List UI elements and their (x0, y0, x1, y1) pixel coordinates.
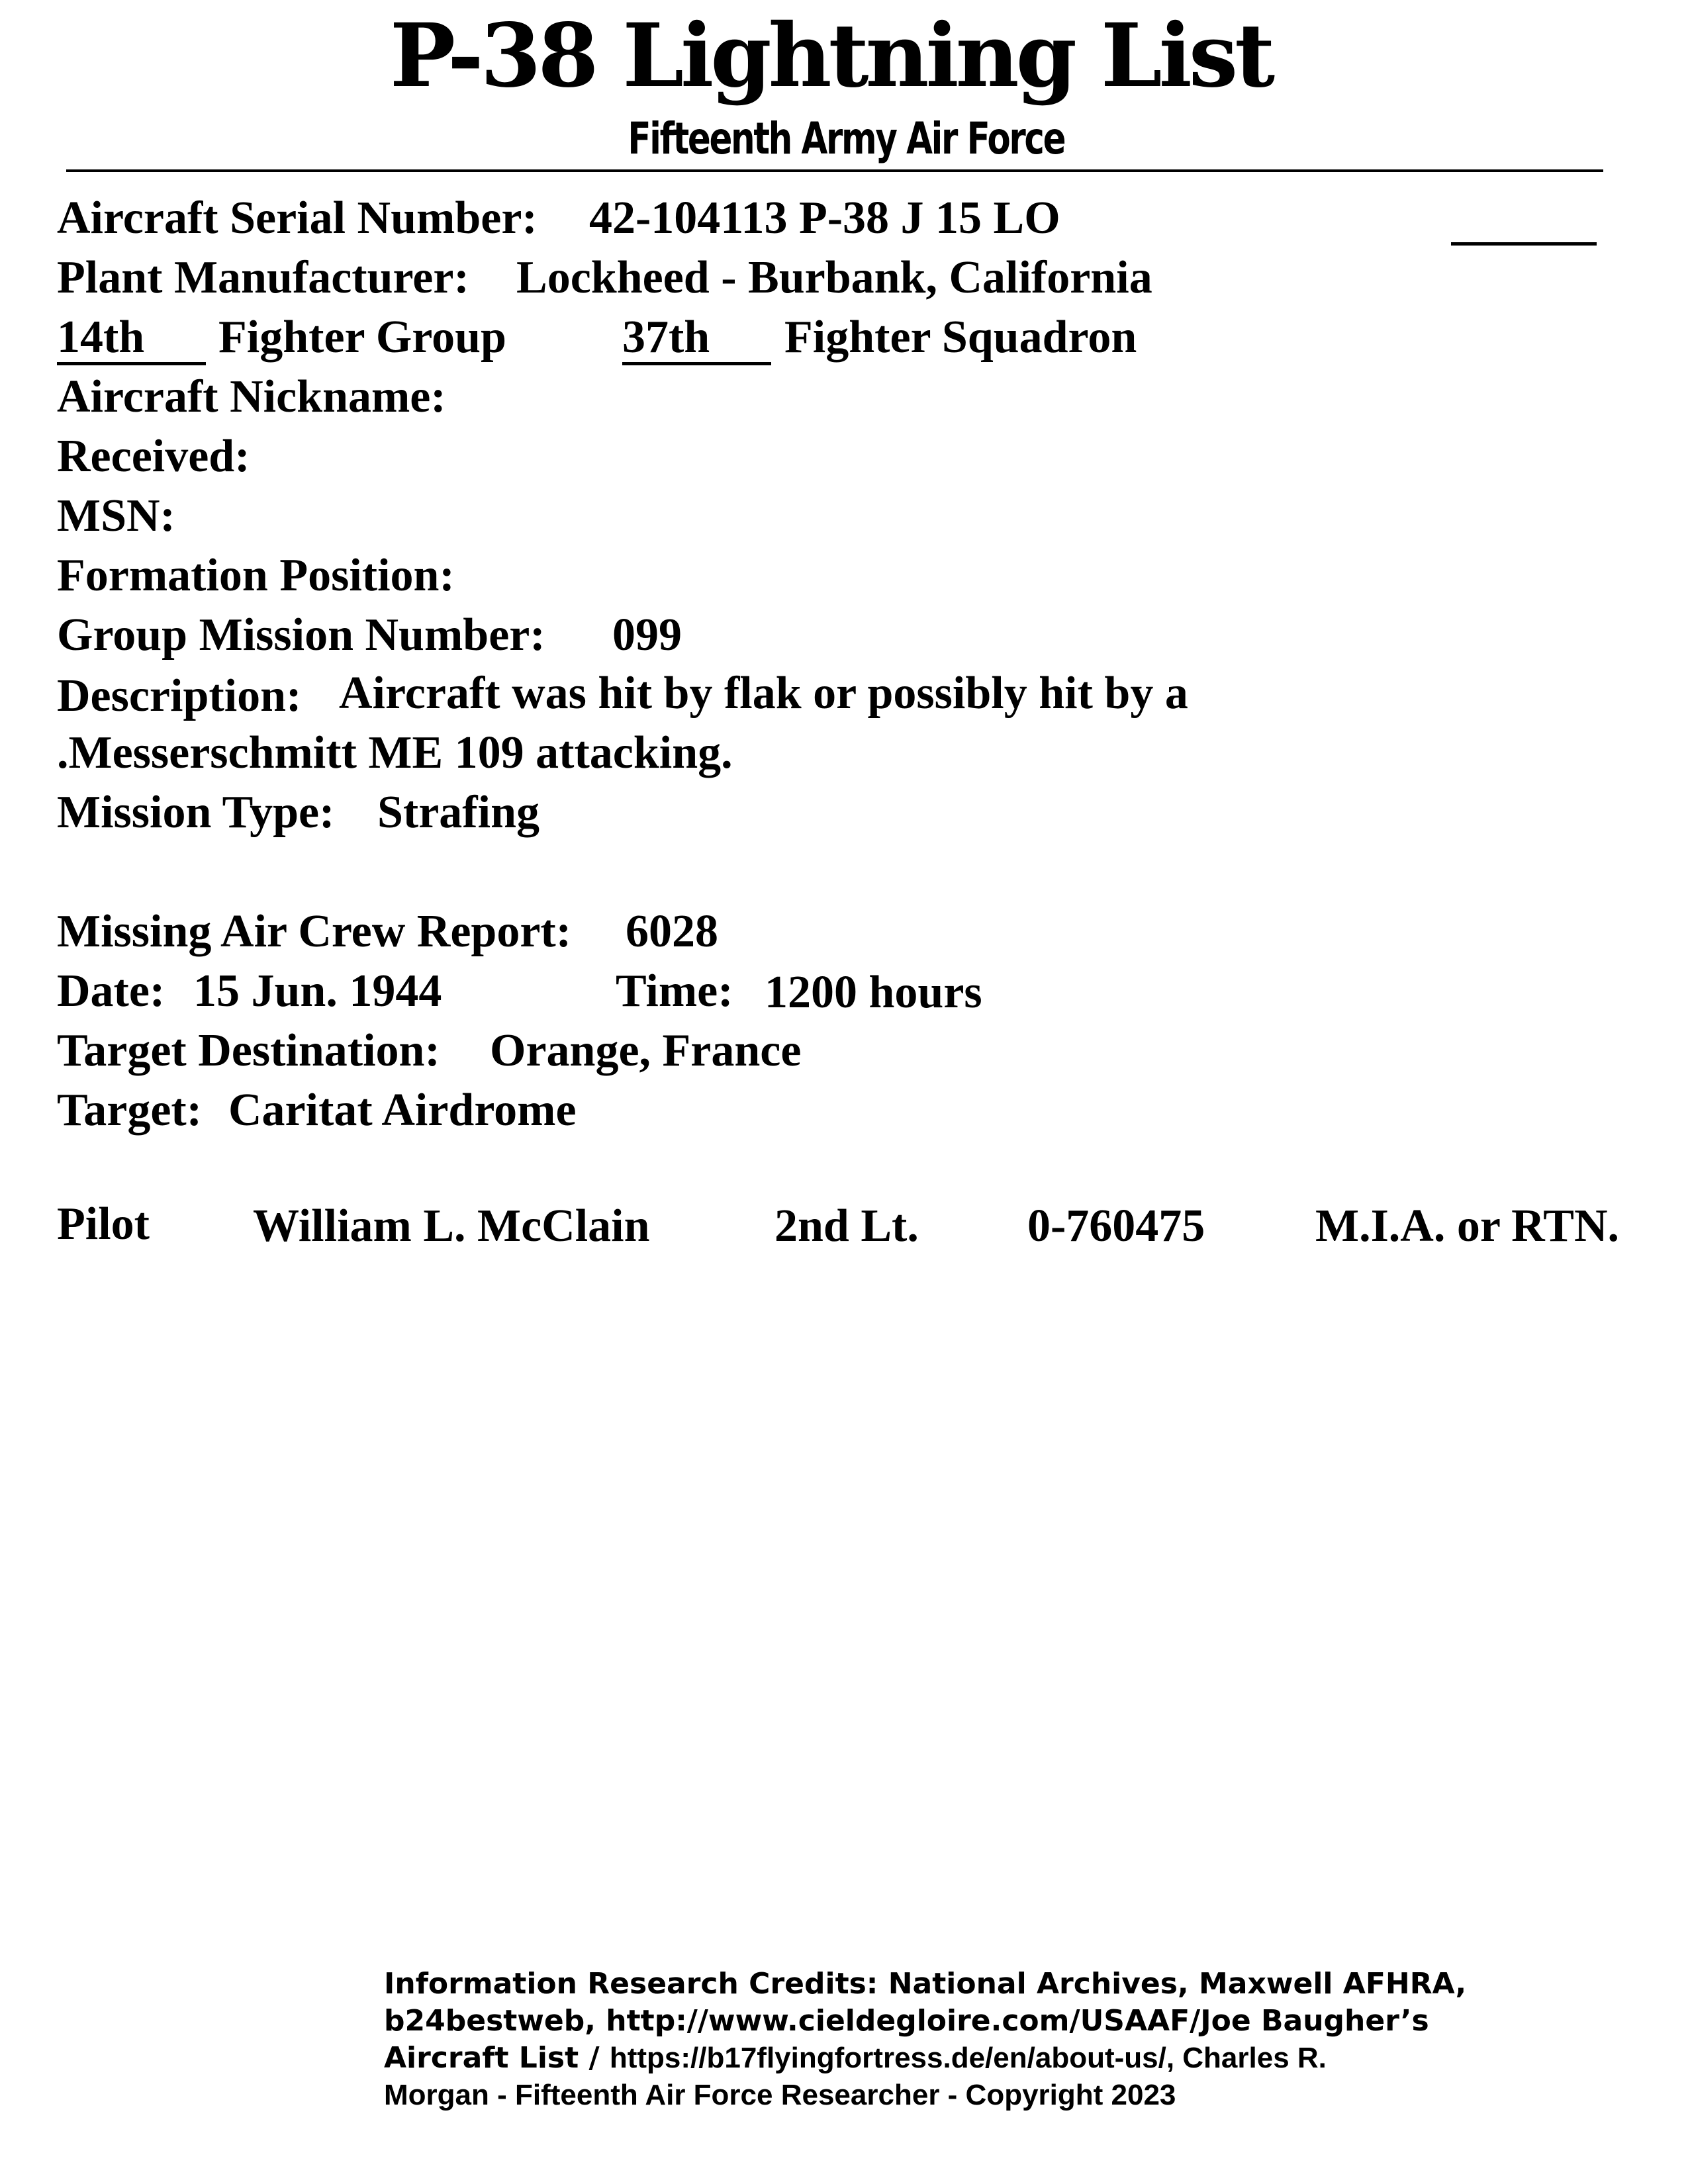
page-title: P-38 Lightning List (389, 5, 1272, 107)
time-label: Time: (616, 966, 733, 1017)
nickname-label: Aircraft Nickname: (57, 371, 446, 422)
date-value: 15 Jun. 1944 (193, 966, 442, 1017)
squadron-label: Fighter Squadron (784, 312, 1137, 363)
crew-status: M.I.A. or RTN. (1315, 1201, 1619, 1251)
page-subtitle: Fifteenth Army Air Force (628, 113, 1065, 164)
msn-label: MSN: (57, 490, 175, 541)
group-mission-value: 099 (612, 610, 682, 660)
description-line-1: Aircraft was hit by flak or possibly hit by a (339, 668, 1188, 719)
manufacturer-label: Plant Manufacturer: (57, 252, 469, 303)
group-mission-label: Group Mission Number: (57, 610, 545, 660)
crew-name: William L. McClain (253, 1201, 650, 1251)
group-number: 14th (57, 308, 206, 367)
group-label: Fighter Group (218, 312, 506, 363)
credits-line-3a: Aircraft List / (384, 2041, 600, 2075)
target-label: Target: (57, 1085, 203, 1136)
credits-line-3b: https://b17flyingfortress.de/en/about-us/, Charles R. (609, 2042, 1327, 2074)
description-line-2: .Messerschmitt ME 109 attacking. (57, 727, 733, 778)
target-destination-value: Orange, France (490, 1025, 802, 1076)
credits-line-2: b24bestweb, http://www.cieldegloire.com/USAAF/Joe Baugher’s (384, 2004, 1429, 2038)
serial-blank-line (1451, 242, 1597, 246)
credits-line-1: Information Research Credits: National Archives, Maxwell AFHRA, (384, 1967, 1467, 2001)
crew-serial: 0-760475 (1027, 1201, 1205, 1251)
serial-row (57, 189, 538, 248)
mission-type-value: Strafing (377, 787, 539, 838)
description-label: Description: (57, 670, 302, 721)
time-value: 1200 hours (765, 967, 982, 1018)
serial-label: Aircraft Serial Number: (57, 193, 538, 244)
credits-line-3 (384, 2040, 1377, 2077)
serial-value: 42-104113 P-38 J 15 LO (589, 193, 1060, 244)
formation-label: Formation Position: (57, 550, 455, 601)
mission-type-label: Mission Type: (57, 787, 335, 838)
target-destination-label: Target Destination: (57, 1025, 440, 1076)
credits-line-4: Morgan - Fifteenth Air Force Researcher - Copyright 2023 (384, 2079, 1176, 2111)
received-label: Received: (57, 431, 250, 482)
squadron-number: 37th (622, 308, 771, 367)
macr-label: Missing Air Crew Report: (57, 906, 572, 957)
header-divider (66, 169, 1603, 172)
crew-rank: 2nd Lt. (774, 1201, 919, 1251)
target-value: Caritat Airdrome (228, 1085, 577, 1136)
macr-value: 6028 (626, 906, 718, 957)
manufacturer-value: Lockheed - Burbank, California (516, 252, 1152, 303)
research-credits (384, 1966, 1467, 2114)
crew-role: Pilot (57, 1199, 150, 1250)
date-label: Date: (57, 966, 165, 1017)
